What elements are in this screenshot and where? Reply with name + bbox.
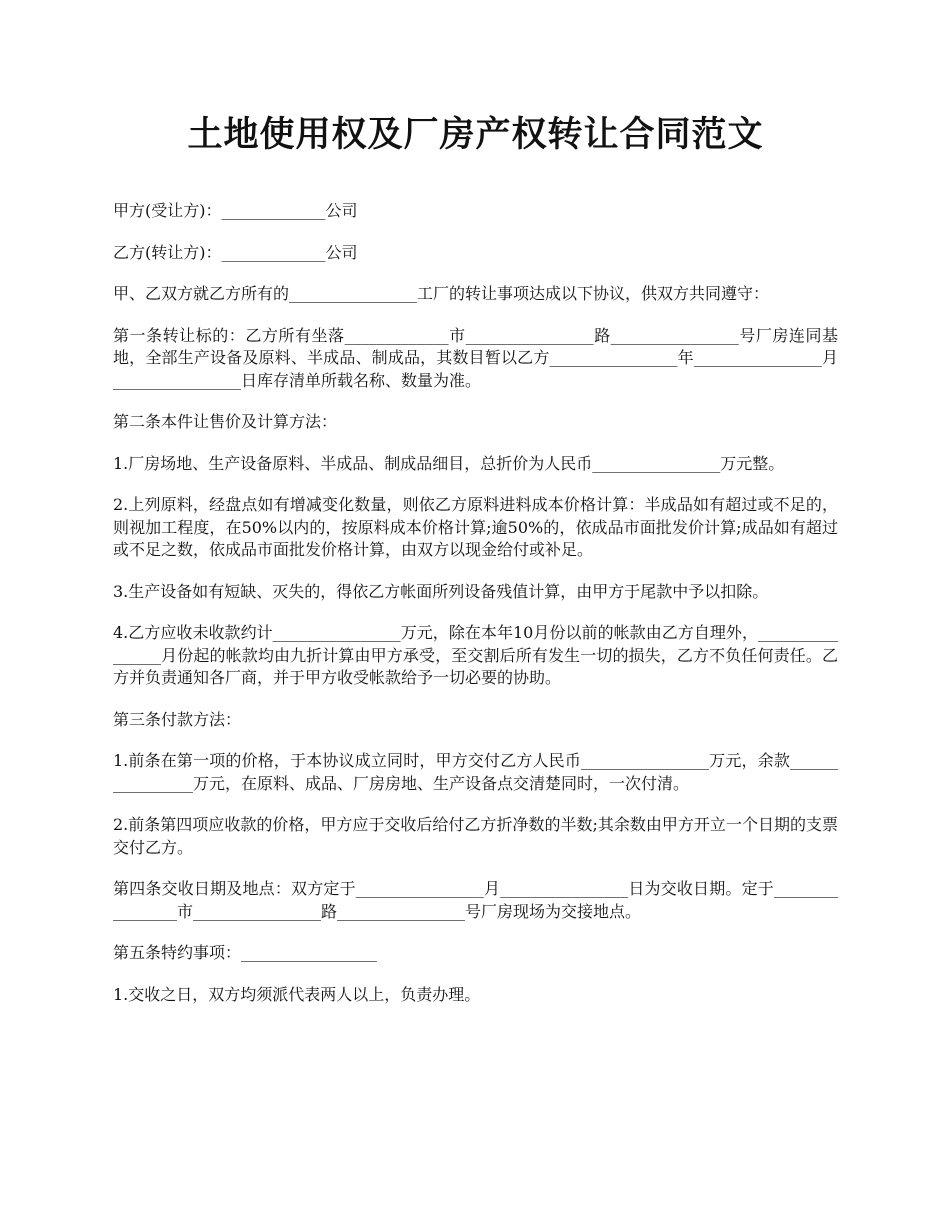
- article-5-heading: 第五条特约事项：_________________: [113, 943, 378, 962]
- party-b-line: 乙方(转让方)：_____________公司: [113, 242, 358, 262]
- article-3-item-2: 2.前条第四项应收款的价格，甲方应于交收后给付乙方折净数的半数;其余数由甲方开立一个日期的支票交付乙方。: [113, 815, 838, 857]
- article-3-item-1: 1.前条在第一项的价格，于本协议成立同时，甲方交付乙方人民币________________万元，余款________________万元，在原料、成品、厂房房地、生产设备点交清楚同时，一次付清。: [113, 751, 838, 793]
- article-2-item-2: 2.上列原料，经盘点如有增减变化数量，则依乙方原料进料成本价格计算：半成品如有超过或不足的，则视加工程度，在50%以内的，按原料成本价格计算;逾50%的，依成品市面批发价计算;成品如有超过或不足之数，依成品市面批发价格计算，由双方以现金给付或补足。: [113, 495, 838, 559]
- article-2-heading: 第二条本件让售价及计算方法：: [113, 412, 338, 431]
- document-title: 土地使用权及厂房产权转让合同范文: [187, 114, 764, 155]
- article-2-item-3: 3.生产设备如有短缺、灭失的，得依乙方帐面所列设备残值计算，由甲方于尾款中予以扣除。: [113, 581, 769, 601]
- article-1: 第一条转让标的：乙方所有坐落_____________市________________路________________号厂房连同基地，全部生产设备及原料、半成品、制成品，其数目暂以乙方________________年________________月________________日库存清单所载名称、数量为准。: [113, 325, 838, 390]
- party-a-line: 甲方(受让方)：_____________公司: [113, 201, 358, 220]
- article-3-heading: 第三条付款方法：: [113, 709, 242, 729]
- article-2-item-1: 1.厂房场地、生产设备原料、半成品、制成品细目，总折价为人民币________________万元整。: [113, 453, 785, 473]
- article-2-item-4: 4.乙方应收未收款约计________________万元，除在本年10月份以前的帐款由乙方自理外，________________月份起的帐款均由九折计算由甲方承受，至交割后所有发生一切的损失，乙方不负任何责任。乙方并负责通知各厂商，并于甲方收受帐款给予一切必要的协助。: [113, 623, 838, 687]
- article-5-item-1: 1.交收之日，双方均须派代表两人以上，负责办理。: [113, 984, 481, 1004]
- agreement-intro: 甲、乙双方就乙方所有的________________工厂的转让事项达成以下协议，供双方共同遵守：: [113, 284, 770, 303]
- article-4: 第四条交收日期及地点：双方定于________________月________________日为交收日期。定于________________市________________路________________号厂房现场为交接地点。: [113, 879, 838, 921]
